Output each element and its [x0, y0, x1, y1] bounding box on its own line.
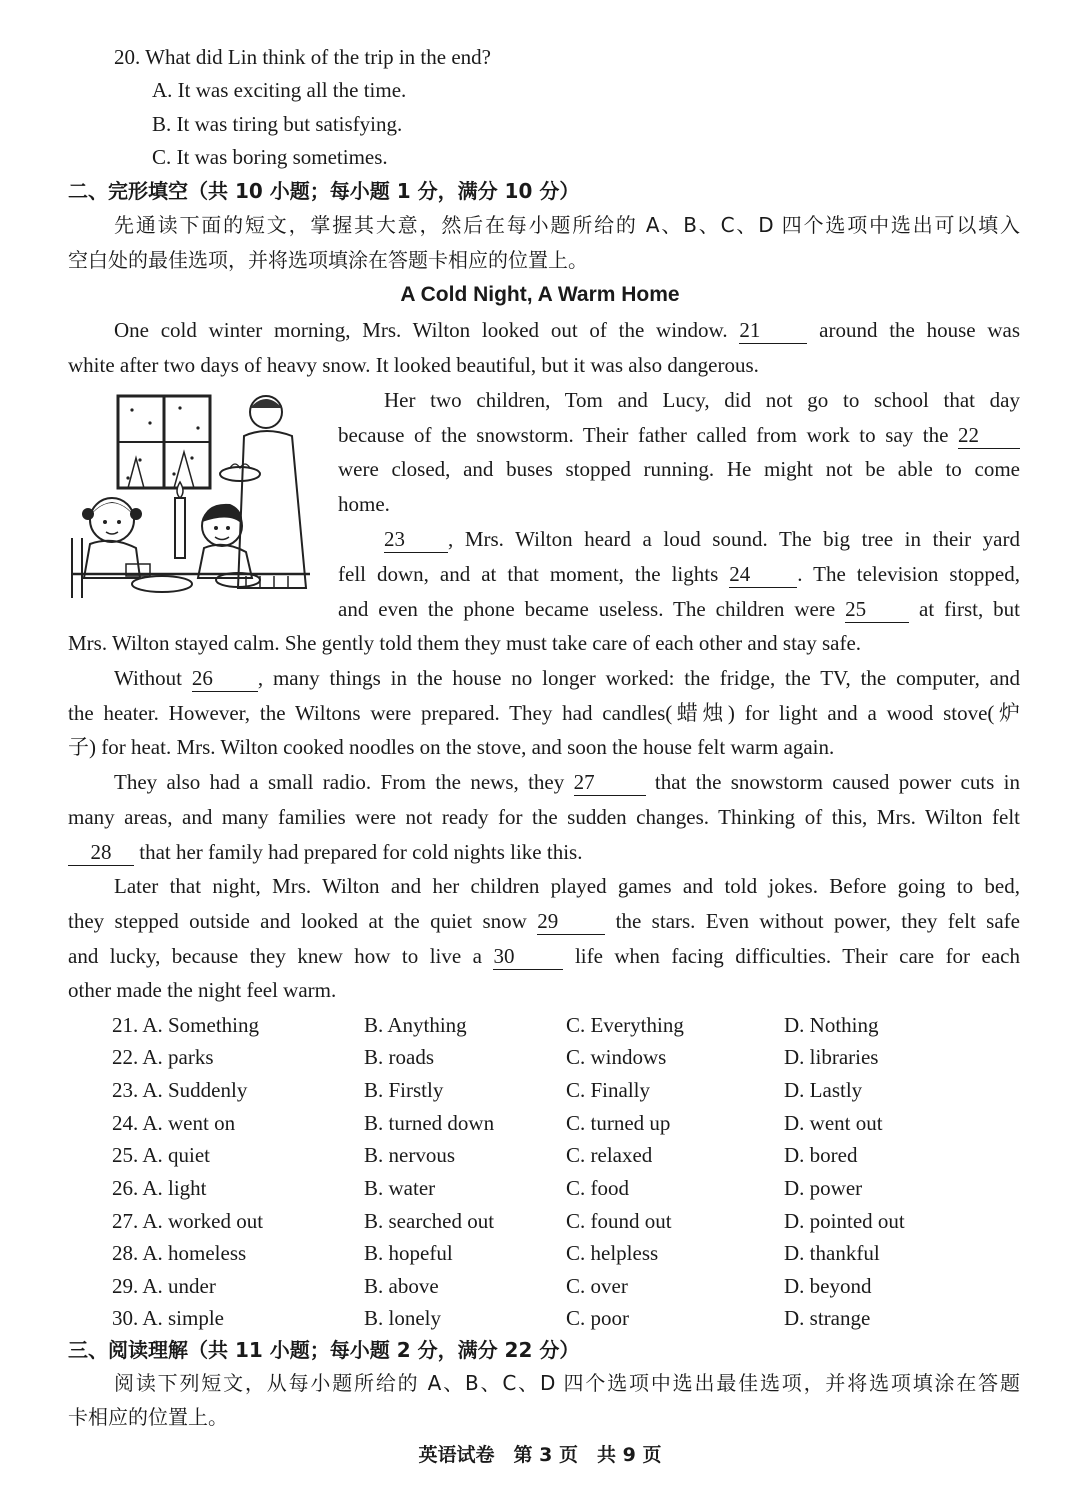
choice-27-a: 27. A. worked out	[112, 1209, 264, 1233]
question-20: 20. What did Lin think of the trip in the end?	[114, 45, 491, 69]
choice-21-a: 21. A. Something	[112, 1013, 260, 1037]
choice-22-a: 22. A. parks	[112, 1045, 214, 1069]
choice-29-c: C. over	[566, 1274, 628, 1298]
passage-line: and lucky, because they knew how to live a 30 life when facing difficulties. Their care for each	[68, 944, 1020, 968]
choice-21-c: C. Everything	[566, 1013, 684, 1037]
passage-line: Mrs. Wilton stayed calm. She gently told them they must take care of each other and stay safe.	[68, 631, 862, 655]
passage-line: and even the phone became useless. The children were 25 at first, but	[338, 597, 1020, 621]
choice-28-d: D. thankful	[784, 1241, 880, 1265]
choice-24-d: D. went out	[784, 1111, 883, 1135]
choice-21-d: D. Nothing	[784, 1013, 879, 1037]
choice-26-a: 26. A. light	[112, 1176, 207, 1200]
choice-29-b: B. above	[364, 1274, 439, 1298]
passage-line: 28 that her family had prepared for cold nights like this.	[68, 835, 582, 870]
choice-28-b: B. hopeful	[364, 1241, 453, 1265]
section-2-heading: 二、完形填空（共 10 小题；每小题 1 分，满分 10 分）	[68, 179, 580, 203]
choice-24-c: C. turned up	[566, 1111, 671, 1135]
section-3-instruction-line-1: 阅读下列短文，从每小题所给的 A、B、C、D 四个选项中选出最佳选项，并将选项填涂在答题	[114, 1371, 1020, 1395]
passage-line: they stepped outside and looked at the quiet snow 29 the stars. Even without power, they felt safe	[68, 909, 1020, 933]
page-footer: 英语试卷 第 3 页 共 9 页	[418, 1444, 662, 1466]
passage-line: because of the snowstorm. Their father called from work to say the 22	[338, 418, 1020, 453]
choice-30-a: 30. A. simple	[112, 1306, 225, 1330]
passage-line: Her two children, Tom and Lucy, did not go to school that day	[384, 388, 1020, 412]
section-2-instruction-line-1: 先通读下面的短文，掌握其大意，然后在每小题所给的 A、B、C、D 四个选项中选出可以填入	[114, 213, 1020, 237]
q20-option-a: A. It was exciting all the time.	[152, 78, 407, 102]
blank-25: 25	[845, 596, 909, 623]
plate	[132, 576, 192, 592]
blank-26: 26	[192, 665, 258, 692]
candle	[175, 498, 185, 558]
choice-30-c: C. poor	[566, 1306, 629, 1330]
choice-26-c: C. food	[566, 1176, 629, 1200]
blank-23: 23	[384, 526, 448, 553]
choice-22-b: B. roads	[364, 1045, 434, 1069]
section-3-heading: 三、阅读理解（共 11 小题；每小题 2 分，满分 22 分）	[68, 1338, 580, 1362]
section-3-instruction-line-2: 卡相应的位置上。	[68, 1405, 228, 1429]
blank-22: 22	[958, 422, 1020, 449]
passage-line: other made the night feel warm.	[68, 978, 337, 1002]
choice-29-d: D. beyond	[784, 1274, 872, 1298]
choice-23-d: D. Lastly	[784, 1078, 863, 1102]
passage-line: fell down, and at that moment, the lights 24 . The television stopped,	[338, 562, 1020, 586]
choice-25-b: B. nervous	[364, 1143, 455, 1167]
blank-21: 21	[739, 317, 807, 344]
girl-head	[90, 498, 134, 542]
passage-line: 23 , Mrs. Wilton heard a loud sound. The big tree in their yard	[384, 527, 1020, 551]
passage-line: Later that night, Mrs. Wilton and her children played games and told jokes. Before going to bed,	[114, 874, 1020, 898]
choice-30-b: B. lonely	[364, 1306, 441, 1330]
blank-27: 27	[574, 769, 646, 796]
choice-24-a: 24. A. went on	[112, 1111, 236, 1135]
passage-line: One cold winter morning, Mrs. Wilton looked out of the window. 21 around the house was	[114, 318, 1021, 342]
choice-25-c: C. relaxed	[566, 1143, 653, 1167]
passage-title: A Cold Night, A Warm Home	[400, 283, 680, 306]
choice-29-a: 29. A. under	[112, 1274, 216, 1298]
passage-line: the heater. However, the Wiltons were prepared. They had candles(蜡烛) for light and a wood stove(炉	[68, 701, 1020, 725]
choice-22-c: C. windows	[566, 1045, 667, 1069]
section-2-instruction-line-2: 空白处的最佳选项，并将选项填涂在答题卡相应的位置上。	[68, 248, 588, 272]
q20-option-b: B. It was tiring but satisfying.	[152, 112, 403, 136]
choice-23-c: C. Finally	[566, 1078, 651, 1102]
blank-29: 29	[537, 908, 605, 935]
choice-25-d: D. bored	[784, 1143, 858, 1167]
choice-27-d: D. pointed out	[784, 1209, 905, 1233]
passage-line: were closed, and buses stopped running. He might not be able to come	[338, 457, 1020, 481]
choice-23-a: 23. A. Suddenly	[112, 1078, 248, 1102]
passage-line: Without 26 , many things in the house no longer worked: the fridge, the TV, the computer, and	[114, 666, 1021, 690]
blank-24: 24	[729, 561, 797, 588]
choice-28-c: C. helpless	[566, 1241, 659, 1265]
choice-26-b: B. water	[364, 1176, 436, 1200]
passage-line: They also had a small radio. From the news, they 27 that the snowstorm caused power cuts in	[114, 770, 1021, 794]
choice-27-b: B. searched out	[364, 1209, 495, 1233]
choice-21-b: B. Anything	[364, 1013, 467, 1037]
choice-25-a: 25. A. quiet	[112, 1143, 210, 1167]
choice-27-c: C. found out	[566, 1209, 672, 1233]
family-dinner-illustration	[70, 388, 320, 606]
choice-30-d: D. strange	[784, 1306, 871, 1330]
passage-line: many areas, and many families were not ready for the sudden changes. Thinking of this, Mrs. Wilton felt	[68, 805, 1020, 829]
passage-line: 子) for heat. Mrs. Wilton cooked noodles on the stove, and soon the house felt warm again.	[68, 735, 835, 759]
choice-22-d: D. libraries	[784, 1045, 879, 1069]
blank-30: 30	[493, 943, 563, 970]
q20-option-c: C. It was boring sometimes.	[152, 145, 388, 169]
passage-line: home.	[338, 492, 390, 516]
choice-23-b: B. Firstly	[364, 1078, 444, 1102]
choice-24-b: B. turned down	[364, 1111, 495, 1135]
passage-line: white after two days of heavy snow. It looked beautiful, but it was also dangerous.	[68, 353, 759, 377]
choice-28-a: 28. A. homeless	[112, 1241, 247, 1265]
blank-28: 28	[68, 839, 134, 866]
choice-26-d: D. power	[784, 1176, 863, 1200]
